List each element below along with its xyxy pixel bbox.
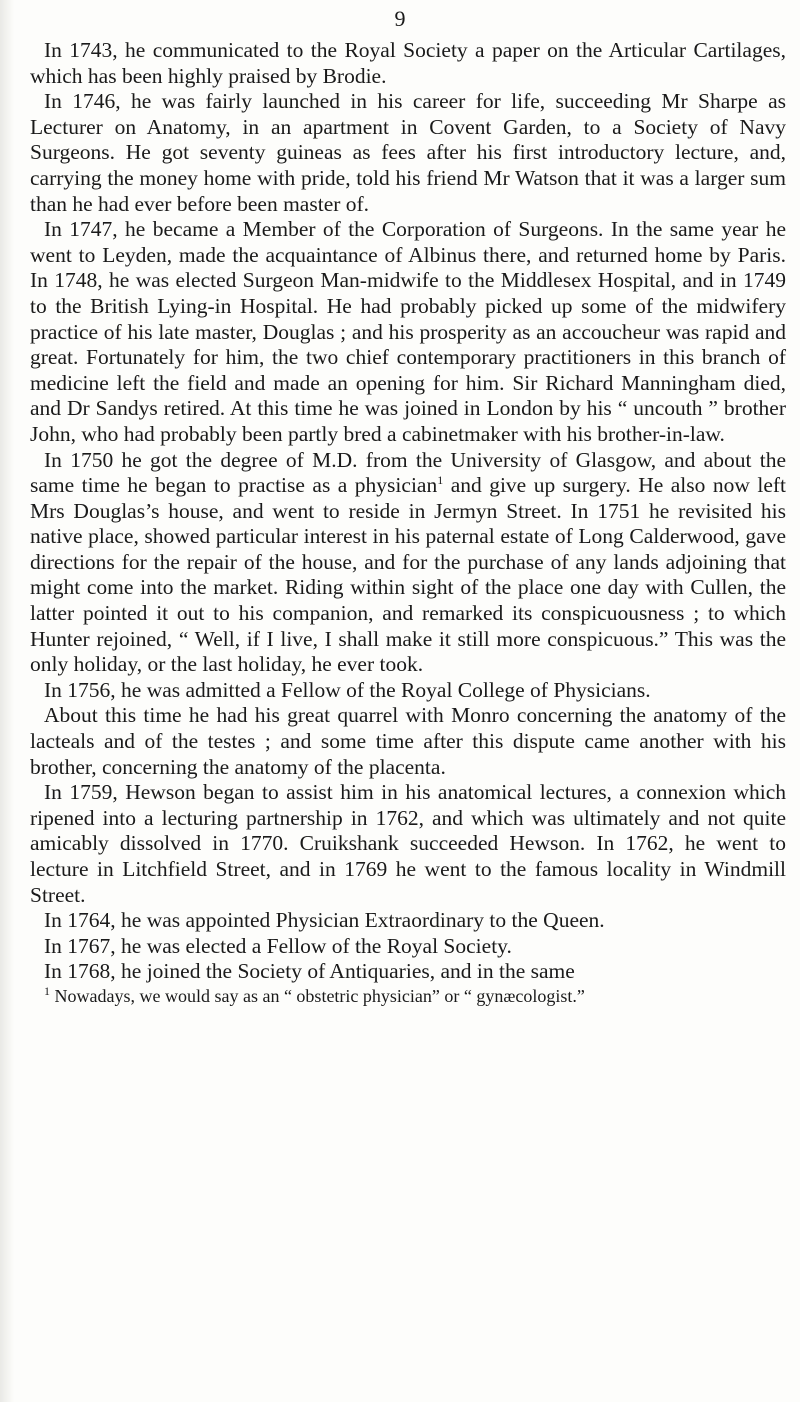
paragraph-physician-queen-1764: In 1764, he was appointed Physician Extraordinary to the Queen. <box>44 908 605 933</box>
paragraph-md-glasgow-1750 <box>30 448 786 678</box>
paragraph-lecturer-1746: In 1746, he was fairly launched in his career for life, succeeding Mr Sharpe as Lecturer on Anatomy, in an apartment in Covent Garden, to a Society of Navy Surgeons. He got seventy guineas as fees after his first introductory lecture, and, carrying the money home with pride, told his friend Mr Watson that it was a larger sum than he had ever before been master of. <box>30 89 786 216</box>
footnote-marker: 1 <box>44 983 50 998</box>
page-number: 9 <box>394 6 406 31</box>
paragraph-antiquaries-1768: In 1768, he joined the Society of Antiquaries, and in the same <box>44 959 575 984</box>
paragraph-articular-cartilages: In 1743, he communicated to the Royal Society a paper on the Articular Cartilages, which has been highly praised by Brodie. <box>30 38 786 88</box>
footnote-reference: 1 <box>437 472 444 487</box>
paragraph-text-after-note: and give up surgery. He also now left Mrs Douglas’s house, and went to reside in Jermyn Street. In 1751 he revisited his native place, showed particular interest in his paternal estate of Long Calderwood, gave directions for the repair of the house, and for the purchase of any lands adjoining that might come into the market. Riding within sight of the place one day with Cullen, the latter pointed it out to his companion, and remarked its conspicuousness ; to which Hunter rejoined, “ Well, if I live, I shall make it still more conspicuous.” This was the only holiday, or the last holiday, he ever took. <box>30 473 786 677</box>
page-gutter-shadow <box>0 0 14 1402</box>
paragraph-surgeons-1747: In 1747, he became a Member of the Corporation of Surgeons. In the same year he went to Leyden, made the acquaintance of Albinus there, and returned home by Paris. In 1748, he was elected Surgeon Man-midwife to the Middlesex Hospital, and in 1749 to the British Lying-in Hospital. He had probably picked up some of the midwifery practice of his late master, Douglas ; and his prosperity as an accoucheur was rapid and great. Fortunately for him, the two chief contemporary practitioners in this branch of medicine left the field and made an opening for him. Sir Richard Manningham died, and Dr Sandys retired. At this time he was joined in London by his “ uncouth ” brother John, who had probably been partly bred a cabinetmaker with his brother-in-law. <box>30 217 786 446</box>
footnote-text: Nowadays, we would say as an “ obstetric physician” or “ gynæcologist.” <box>50 985 585 1006</box>
paragraph-royal-society-1767: In 1767, he was elected a Fellow of the Royal Society. <box>44 933 512 958</box>
paragraph-hewson-partnership: In 1759, Hewson began to assist him in his anatomical lectures, a connexion which ripened into a lecturing partnership in 1762, and which was ultimately and not quite amicably dissolved in 1770. Cruikshank succeeded Hewson. In 1762, he went to lecture in Litchfield Street, and in 1769 he went to the famous locality in Windmill Street. <box>30 780 786 907</box>
paragraph-monro-quarrel: About this time he had his great quarrel with Monro concerning the anatomy of the lacteals and of the testes ; and some time after this dispute came another with his brother, concerning the anatomy of the placenta. <box>30 703 786 779</box>
footnote <box>30 985 786 1007</box>
paragraph-fellow-physicians-1756: In 1756, he was admitted a Fellow of the Royal College of Physicians. <box>44 677 651 702</box>
paragraph-text-before-note: In 1750 he got the degree of M.D. from the University of Glasgow, and about the same time he began to practise as a physician <box>30 447 786 498</box>
body-text <box>30 38 786 1007</box>
